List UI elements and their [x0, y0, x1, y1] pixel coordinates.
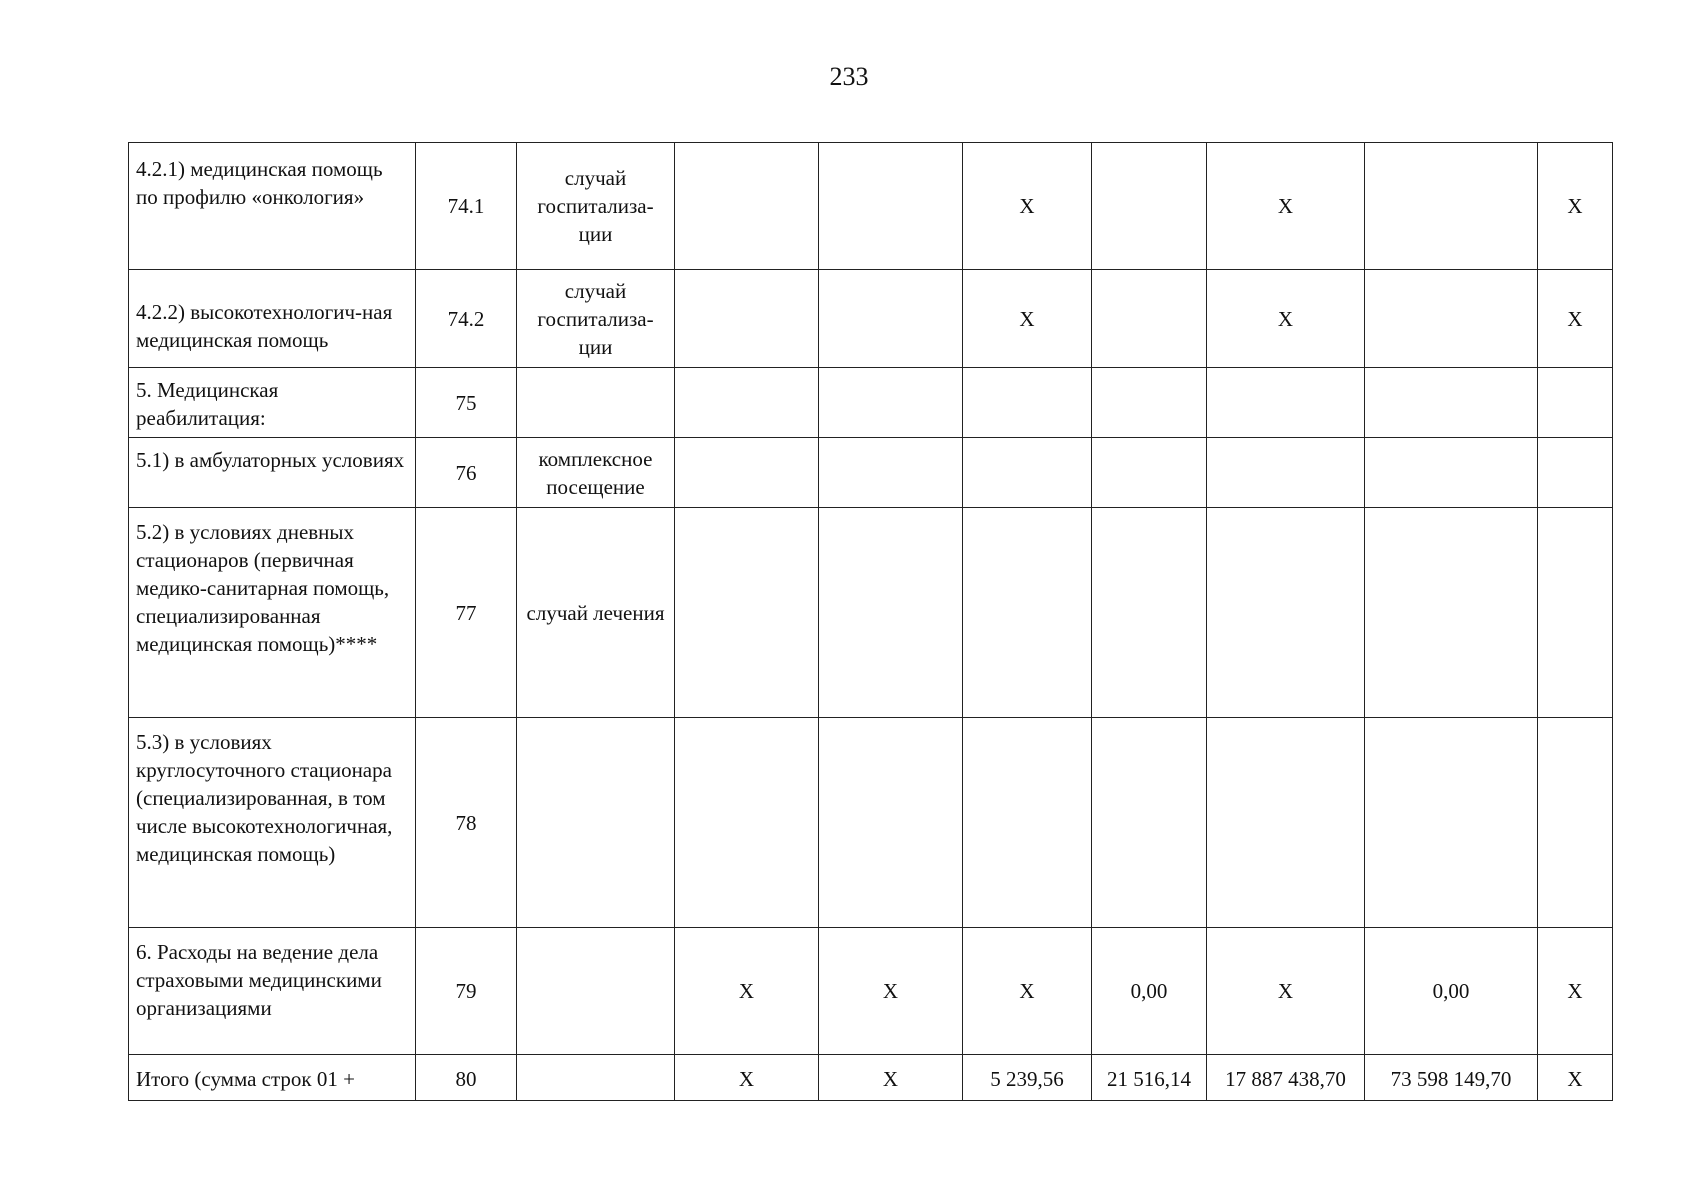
- cell-c7: [1092, 368, 1207, 438]
- table-row: [129, 270, 1613, 368]
- row-code: 79: [416, 928, 517, 1055]
- cell-c8: Х: [1207, 143, 1365, 270]
- row-name: 4.2.2) высокотехнологич-ная медицинская помощь: [129, 270, 416, 368]
- cell-c6: Х: [963, 928, 1092, 1055]
- cell-c6: [963, 368, 1092, 438]
- row-unit: [517, 1055, 675, 1101]
- table-row: [129, 1055, 1613, 1101]
- row-name: 5.1) в амбулаторных условиях: [129, 438, 416, 508]
- row-unit: случай госпитализа-ции: [517, 143, 675, 270]
- row-code: 78: [416, 718, 517, 928]
- cell-c9: 0,00: [1365, 928, 1538, 1055]
- cell-c10: Х: [1538, 1055, 1613, 1101]
- row-code: 80: [416, 1055, 517, 1101]
- row-name: 4.2.1) медицинская помощь по профилю «онкология»: [129, 143, 416, 270]
- cell-c8: Х: [1207, 270, 1365, 368]
- cell-c9: [1365, 270, 1538, 368]
- cell-c9: [1365, 508, 1538, 718]
- cell-c4: [675, 718, 819, 928]
- row-code: 74.2: [416, 270, 517, 368]
- cell-c10: Х: [1538, 143, 1613, 270]
- cell-c10: [1538, 368, 1613, 438]
- table-row: [129, 438, 1613, 508]
- row-unit: случай госпитализа-ции: [517, 270, 675, 368]
- cell-c6: Х: [963, 143, 1092, 270]
- cell-c7: 21 516,14: [1092, 1055, 1207, 1101]
- cell-c9: [1365, 718, 1538, 928]
- cell-c6: Х: [963, 270, 1092, 368]
- cell-c8: [1207, 368, 1365, 438]
- cell-c4: Х: [675, 1055, 819, 1101]
- table-row: [129, 368, 1613, 438]
- cell-c4: [675, 143, 819, 270]
- cell-c7: [1092, 718, 1207, 928]
- row-unit: [517, 928, 675, 1055]
- table-row: [129, 928, 1613, 1055]
- cell-c5: Х: [819, 1055, 963, 1101]
- cell-c10: [1538, 438, 1613, 508]
- cell-c9: 73 598 149,70: [1365, 1055, 1538, 1101]
- cell-c5: [819, 508, 963, 718]
- row-code: 77: [416, 508, 517, 718]
- row-name: 5.3) в условиях круглосуточного стационара (специализированная, в том числе высокотехнологичная, медицинская помощь): [129, 718, 416, 928]
- cell-c5: [819, 438, 963, 508]
- row-unit: [517, 718, 675, 928]
- cell-c5: Х: [819, 928, 963, 1055]
- row-code: 74.1: [416, 143, 517, 270]
- cell-c7: [1092, 270, 1207, 368]
- cell-c4: [675, 270, 819, 368]
- cell-c6: [963, 718, 1092, 928]
- cell-c9: [1365, 368, 1538, 438]
- row-unit: [517, 368, 675, 438]
- cell-c7: [1092, 143, 1207, 270]
- cell-c10: [1538, 508, 1613, 718]
- row-name: Итого (сумма строк 01 +: [129, 1055, 416, 1101]
- row-name: 6. Расходы на ведение дела страховыми медицинскими организациями: [129, 928, 416, 1055]
- table-row: [129, 508, 1613, 718]
- cell-c4: [675, 508, 819, 718]
- cell-c5: [819, 718, 963, 928]
- cell-c7: 0,00: [1092, 928, 1207, 1055]
- cell-c6: 5 239,56: [963, 1055, 1092, 1101]
- cell-c8: [1207, 508, 1365, 718]
- cell-c6: [963, 508, 1092, 718]
- data-table: [128, 142, 1613, 1101]
- row-code: 75: [416, 368, 517, 438]
- cell-c9: [1365, 143, 1538, 270]
- table-row: [129, 143, 1613, 270]
- cell-c8: [1207, 438, 1365, 508]
- cell-c7: [1092, 438, 1207, 508]
- cell-c8: [1207, 718, 1365, 928]
- row-unit: комплексное посещение: [517, 438, 675, 508]
- page-number: 233: [829, 62, 869, 91]
- cell-c4: Х: [675, 928, 819, 1055]
- cell-c5: [819, 368, 963, 438]
- cell-c9: [1365, 438, 1538, 508]
- row-unit: случай лечения: [517, 508, 675, 718]
- cell-c8: Х: [1207, 928, 1365, 1055]
- cell-c5: [819, 143, 963, 270]
- row-name: 5.2) в условиях дневных стационаров (первичная медико-санитарная помощь, специализированная медицинская помощь)****: [129, 508, 416, 718]
- cell-c7: [1092, 508, 1207, 718]
- cell-c5: [819, 270, 963, 368]
- cell-c10: Х: [1538, 928, 1613, 1055]
- cell-c6: [963, 438, 1092, 508]
- table-row: [129, 718, 1613, 928]
- cell-c4: [675, 438, 819, 508]
- cell-c10: [1538, 718, 1613, 928]
- row-name: 5. Медицинская реабилитация:: [129, 368, 416, 438]
- row-code: 76: [416, 438, 517, 508]
- cell-c4: [675, 368, 819, 438]
- cell-c8: 17 887 438,70: [1207, 1055, 1365, 1101]
- cell-c10: Х: [1538, 270, 1613, 368]
